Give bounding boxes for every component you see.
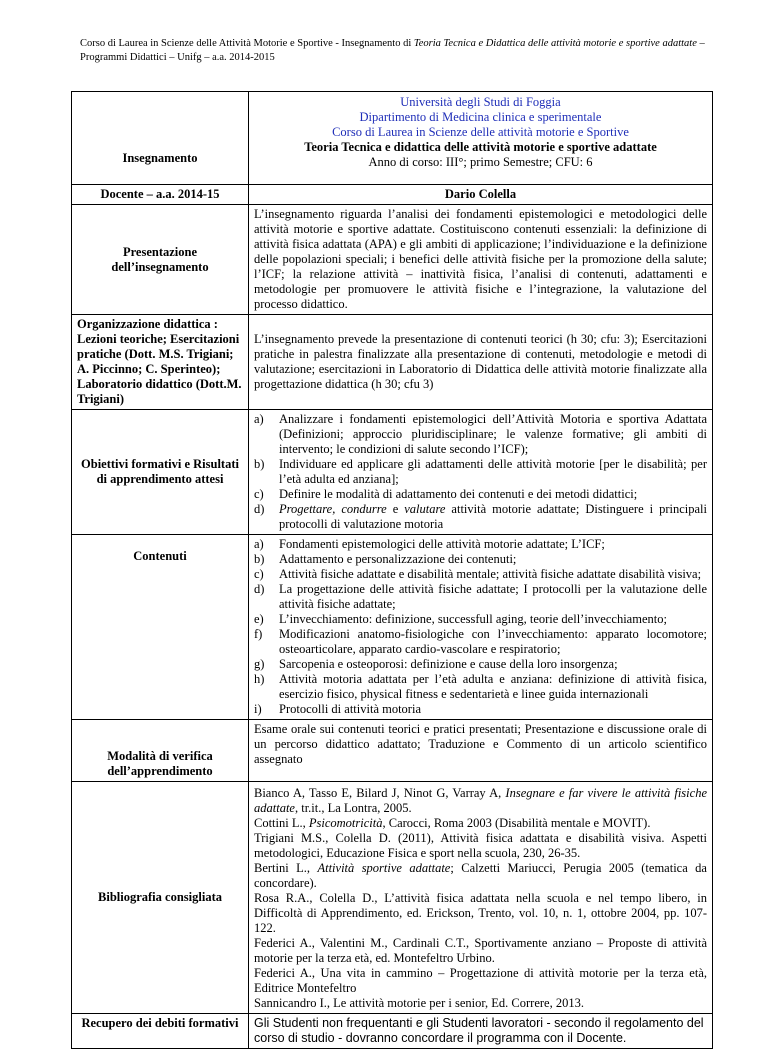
- recupero-text: Gli Studenti non frequentanti e gli Studenti lavoratori - secondo il regolamento del corso di studio - dovranno concordare il programma con il Docente.: [249, 1014, 713, 1049]
- presentazione-text: L’insegnamento riguarda l’analisi dei fondamenti epistemologici e metodologici delle attività motorie e sportive adattate. Costituiscono contenuti essenziali: la definizione di attività fisica adattata (APA) e gli ambiti di applicazione; l’individuazione e la definizione delle popolazioni speciali; i benefici delle attività fisiche per la promozione della salute; l’ICF; la relazione attività – inattività fisica, l’analisi di contenuti, adattamenti e metodologie per promuovere le attività fisiche e l’integrazione, la valutazione del processo didattico.: [249, 205, 713, 315]
- label-verifica: Modalità di verifica dell’apprendimento: [72, 720, 249, 782]
- contenuti-cell: [249, 535, 713, 720]
- list-item: b) Individuare ed applicare gli adattamenti delle attività motorie [per le disabilità; per l’età adulta ed anziana];: [254, 457, 707, 486]
- obiettivi-cell: [249, 410, 713, 535]
- course-info: Anno di corso: III°; primo Semestre; CFU: 6: [368, 155, 593, 169]
- bib-entry: Rosa R.A., Colella D., L’attività fisica adattata nella scuola e nel tempo libero, in Difficoltà di Apprendimento, ed. Erickson, Trento, vol. 10, n. 1, ottobre 2004, pp. 107-122.: [254, 891, 707, 935]
- list-item: d) La progettazione delle attività fisiche adattate; I protocolli per la valutazione delle attività fisiche adattate;: [254, 582, 707, 611]
- bibliografia-cell: [249, 782, 713, 1014]
- list-item: e) L’invecchiamento: definizione, successfull aging, teorie dell’invecchiamento;: [254, 612, 667, 626]
- row-insegnamento: [72, 92, 713, 185]
- list-item: b) Adattamento e personalizzazione dei contenuti;: [254, 552, 517, 566]
- list-item: g) Sarcopenia e osteoporosi: definizione e cause della loro insorgenza;: [254, 657, 618, 671]
- row-recupero: [72, 1014, 713, 1049]
- label-bibliografia: Bibliografia consigliata: [72, 782, 249, 1014]
- row-verifica: [72, 720, 713, 782]
- bib-entry: Federici A., Una vita in cammino – Progettazione di attività motorie per la terza età, Editrice Montefeltro: [254, 966, 707, 995]
- bib-entry: Sannicandro I., Le attività motorie per i senior, Ed. Correre, 2013.: [254, 996, 584, 1010]
- list-item: h) Attività motoria adattata per l’età adulta e anziana: definizione di attività fisica, esercizio fisico, physical fitness e sedentarietà e linee guida internazionali: [254, 672, 707, 701]
- list-item: c) Attività fisiche adattate e disabilità mentale; attività fisiche adattate disabilità visiva;: [254, 567, 702, 581]
- bib-entry: Cottini L., Psicomotricità, Carocci, Roma 2003 (Disabilità mentale e MOVIT).: [254, 816, 651, 830]
- bib-entry: Bianco A, Tasso E, Bilard J, Ninot G, Varray A, Insegnare e far vivere le attività fisiche adattate, tr.it., La Lontra, 2005.: [254, 786, 707, 815]
- verifica-text: Esame orale sui contenuti teorici e pratici presentati; Presentazione e discussione orale di un percorso didattico adattato; Traduzione e Commento di un articolo scientifico assegnato: [249, 720, 713, 782]
- label-presentazione: Presentazione dell’insegnamento: [72, 205, 249, 315]
- list-item: d) Progettare, condurre e valutare attività motorie adattate; Distinguere i principali protocolli di valutazione motoria: [254, 502, 707, 531]
- label-insegnamento: Insegnamento: [72, 92, 249, 185]
- course-name: Corso di Laurea in Scienze delle attività motorie e Sportive: [332, 125, 629, 139]
- bib-entry: Federici A., Valentini M., Cardinali C.T., Sportivamente anziano – Proposte di attività motorie per la terza età, ed. Montefeltro Urbino.: [254, 936, 707, 965]
- row-obiettivi: [72, 410, 713, 535]
- list-item: i) Protocolli di attività motoria: [254, 702, 421, 716]
- page-header: [80, 37, 720, 65]
- label-organizzazione: Organizzazione didattica : Lezioni teoriche; Esercitazioni pratiche (Dott. M.S. Trigiani; A. Piccinno; C. Sperinteo); Laboratorio didattico (Dott.M. Trigiani): [72, 315, 249, 410]
- label-recupero: Recupero dei debiti formativi: [72, 1014, 249, 1049]
- list-item: a) Analizzare i fondamenti epistemologici dell’Attività Motoria e sportiva Adattata (Definizioni; approccio pluridisciplinare; le valenze formative; gli ambiti di intervento; le condizioni di salute secondo l’ICF);: [254, 412, 707, 456]
- header-line-1: Corso di Laurea in Scienze delle Attività Motorie e Sportive - Insegnamento di Teoria Tecnica e Didattica delle attività motorie e sportive adattate –: [80, 38, 705, 49]
- row-bibliografia: [72, 782, 713, 1014]
- label-contenuti: Contenuti: [72, 535, 249, 720]
- row-contenuti: [72, 535, 713, 720]
- bib-entry: Bertini L., Attività sportive adattate; Calzetti Mariucci, Perugia 2005 (tematica da concordare).: [254, 861, 707, 890]
- row-docente: [72, 185, 713, 205]
- university-name: Università degli Studi di Foggia: [400, 95, 561, 109]
- organizzazione-text: L’insegnamento prevede la presentazione di contenuti teorici (h 30; cfu: 3); Esercitazioni pratiche in palestra finalizzate alla presentazione di contenuti, metodologie e metodi di valutazione; esercitazioni in Laboratorio di Didattica delle attività motorie finalizzate alla progettazione didattica (h 30; cfu 3): [249, 315, 713, 410]
- course-title: Teoria Tecnica e didattica delle attività motorie e sportive adattate: [304, 140, 657, 154]
- department-name: Dipartimento di Medicina clinica e sperimentale: [359, 110, 602, 124]
- contenuti-list: [254, 537, 707, 717]
- label-docente: Docente – a.a. 2014-15: [72, 185, 249, 205]
- docente-name: Dario Colella: [249, 185, 713, 205]
- list-item: f) Modificazioni anatomo-fisiologiche con l’invecchiamento: apparato locomotore; osteoarticolare, apparato cardio-vascolare e respiratorio;: [254, 627, 707, 656]
- header-line-2: Programmi Didattici – Unifg – a.a. 2014-2015: [80, 52, 275, 63]
- cell-insegnamento: [249, 92, 713, 185]
- obiettivi-list: [254, 412, 707, 532]
- label-obiettivi: Obiettivi formativi e Risultati di apprendimento attesi: [72, 410, 249, 535]
- list-item: a) Fondamenti epistemologici delle attività motorie adattate; L’ICF;: [254, 537, 605, 551]
- list-item: c) Definire le modalità di adattamento dei contenuti e dei metodi didattici;: [254, 487, 638, 501]
- program-table: [71, 91, 713, 1049]
- bib-entry: Trigiani M.S., Colella D. (2011), Attività fisica adattata e disabilità visiva. Aspetti metodologici, Educazione Fisica e sport nella scuola, 230, 26-35.: [254, 831, 707, 860]
- row-organizzazione: [72, 315, 713, 410]
- row-presentazione: [72, 205, 713, 315]
